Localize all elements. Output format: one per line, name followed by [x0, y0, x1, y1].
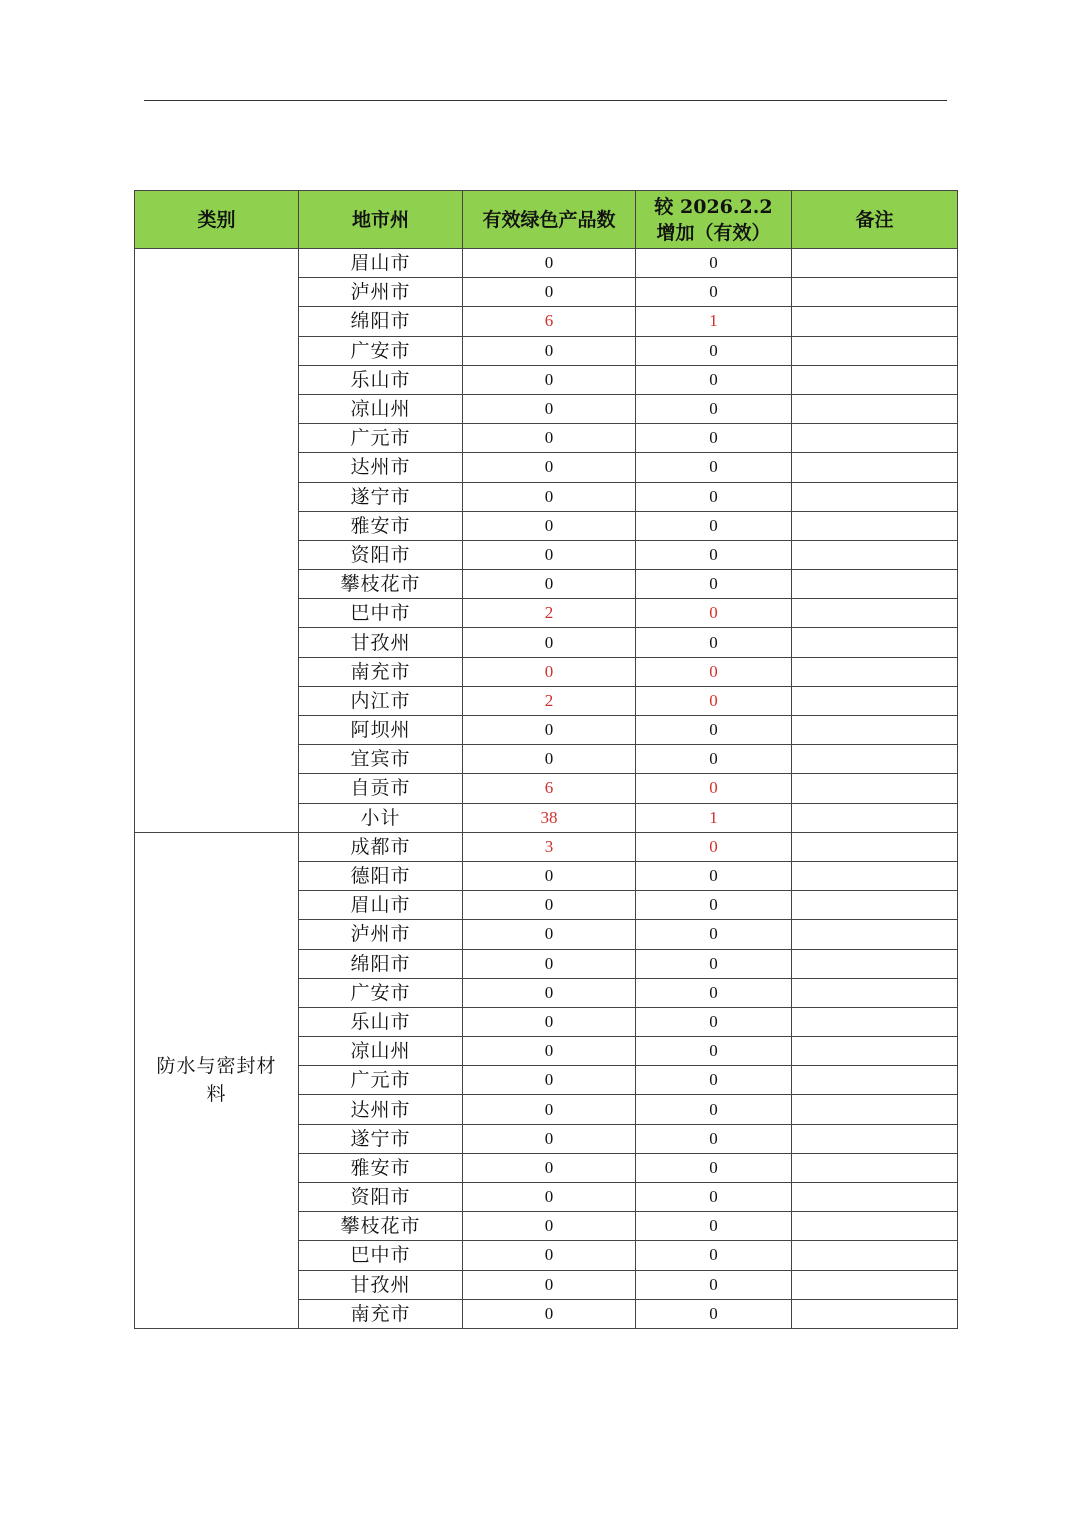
- city-cell: 成都市: [299, 832, 463, 861]
- increase-cell: 0: [636, 745, 792, 774]
- valid-count-cell: 2: [463, 686, 636, 715]
- valid-count-cell: 0: [463, 540, 636, 569]
- increase-cell: 0: [636, 774, 792, 803]
- remarks-cell: [792, 1299, 958, 1328]
- city-cell: 德阳市: [299, 861, 463, 890]
- remarks-cell: [792, 920, 958, 949]
- city-cell: 达州市: [299, 1095, 463, 1124]
- valid-count-cell: 0: [463, 424, 636, 453]
- valid-count-cell: 0: [463, 920, 636, 949]
- valid-count-cell: 0: [463, 1212, 636, 1241]
- valid-count-cell: 0: [463, 482, 636, 511]
- valid-count-cell: 0: [463, 394, 636, 423]
- valid-count-cell: 0: [463, 1270, 636, 1299]
- increase-cell: 0: [636, 949, 792, 978]
- city-cell: 雅安市: [299, 1153, 463, 1182]
- remarks-cell: [792, 1066, 958, 1095]
- city-cell: 泸州市: [299, 920, 463, 949]
- table-header-row: [135, 191, 958, 249]
- city-cell: 攀枝花市: [299, 1212, 463, 1241]
- remarks-cell: [792, 599, 958, 628]
- remarks-cell: [792, 307, 958, 336]
- city-cell: 达州市: [299, 453, 463, 482]
- increase-cell: 1: [636, 307, 792, 336]
- city-cell: 泸州市: [299, 278, 463, 307]
- valid-count-cell: 38: [463, 803, 636, 832]
- remarks-cell: [792, 745, 958, 774]
- header-increase: 较 2026.2.2 增加（有效）: [636, 191, 792, 249]
- city-cell: 广安市: [299, 336, 463, 365]
- top-rule: [144, 100, 947, 101]
- valid-count-cell: 6: [463, 774, 636, 803]
- increase-cell: 0: [636, 482, 792, 511]
- valid-count-cell: 0: [463, 657, 636, 686]
- valid-count-cell: 0: [463, 1007, 636, 1036]
- remarks-cell: [792, 1153, 958, 1182]
- remarks-cell: [792, 394, 958, 423]
- header-city: 地市州: [299, 191, 463, 249]
- table-body: [135, 249, 958, 1329]
- increase-cell: 0: [636, 832, 792, 861]
- city-cell: 广安市: [299, 978, 463, 1007]
- increase-cell: 0: [636, 657, 792, 686]
- increase-cell: 0: [636, 891, 792, 920]
- valid-count-cell: 0: [463, 1037, 636, 1066]
- city-cell: 绵阳市: [299, 307, 463, 336]
- remarks-cell: [792, 511, 958, 540]
- increase-cell: 0: [636, 540, 792, 569]
- city-cell: 阿坝州: [299, 716, 463, 745]
- increase-cell: 0: [636, 1007, 792, 1036]
- increase-cell: 0: [636, 570, 792, 599]
- remarks-cell: [792, 1007, 958, 1036]
- remarks-cell: [792, 832, 958, 861]
- remarks-cell: [792, 365, 958, 394]
- city-cell: 凉山州: [299, 394, 463, 423]
- valid-count-cell: 0: [463, 628, 636, 657]
- increase-cell: 0: [636, 920, 792, 949]
- increase-cell: 0: [636, 1270, 792, 1299]
- table-row: [135, 832, 958, 861]
- city-cell: 遂宁市: [299, 1124, 463, 1153]
- city-cell: 遂宁市: [299, 482, 463, 511]
- valid-count-cell: 0: [463, 891, 636, 920]
- increase-cell: 0: [636, 336, 792, 365]
- increase-cell: 0: [636, 394, 792, 423]
- increase-cell: 0: [636, 1037, 792, 1066]
- city-cell: 小计: [299, 803, 463, 832]
- category-cell: [135, 249, 299, 833]
- remarks-cell: [792, 949, 958, 978]
- remarks-cell: [792, 1183, 958, 1212]
- city-cell: 眉山市: [299, 891, 463, 920]
- valid-count-cell: 0: [463, 1095, 636, 1124]
- valid-count-cell: 2: [463, 599, 636, 628]
- remarks-cell: [792, 1124, 958, 1153]
- valid-count-cell: 0: [463, 453, 636, 482]
- remarks-cell: [792, 424, 958, 453]
- increase-cell: 0: [636, 978, 792, 1007]
- remarks-cell: [792, 686, 958, 715]
- city-cell: 自贡市: [299, 774, 463, 803]
- increase-cell: 0: [636, 453, 792, 482]
- increase-cell: 0: [636, 1095, 792, 1124]
- city-cell: 凉山州: [299, 1037, 463, 1066]
- valid-count-cell: 0: [463, 1153, 636, 1182]
- green-product-table: [134, 190, 958, 1329]
- city-cell: 广元市: [299, 1066, 463, 1095]
- remarks-cell: [792, 891, 958, 920]
- increase-cell: 0: [636, 1066, 792, 1095]
- remarks-cell: [792, 978, 958, 1007]
- city-cell: 南充市: [299, 657, 463, 686]
- increase-cell: 0: [636, 1212, 792, 1241]
- valid-count-cell: 0: [463, 716, 636, 745]
- valid-count-cell: 0: [463, 1066, 636, 1095]
- remarks-cell: [792, 336, 958, 365]
- valid-count-cell: 0: [463, 570, 636, 599]
- city-cell: 攀枝花市: [299, 570, 463, 599]
- header-remarks: 备注: [792, 191, 958, 249]
- remarks-cell: [792, 803, 958, 832]
- increase-cell: 0: [636, 365, 792, 394]
- valid-count-cell: 0: [463, 1241, 636, 1270]
- increase-cell: 0: [636, 1153, 792, 1182]
- valid-count-cell: 0: [463, 949, 636, 978]
- city-cell: 资阳市: [299, 540, 463, 569]
- city-cell: 雅安市: [299, 511, 463, 540]
- remarks-cell: [792, 570, 958, 599]
- remarks-cell: [792, 1095, 958, 1124]
- remarks-cell: [792, 540, 958, 569]
- city-cell: 绵阳市: [299, 949, 463, 978]
- remarks-cell: [792, 861, 958, 890]
- table-row: [135, 249, 958, 278]
- valid-count-cell: 0: [463, 249, 636, 278]
- category-cell: 防水与密封材料: [135, 832, 299, 1328]
- city-cell: 眉山市: [299, 249, 463, 278]
- remarks-cell: [792, 1212, 958, 1241]
- valid-count-cell: 3: [463, 832, 636, 861]
- header-valid-count: 有效绿色产品数: [463, 191, 636, 249]
- city-cell: 巴中市: [299, 1241, 463, 1270]
- remarks-cell: [792, 1270, 958, 1299]
- remarks-cell: [792, 716, 958, 745]
- city-cell: 巴中市: [299, 599, 463, 628]
- remarks-cell: [792, 249, 958, 278]
- city-cell: 甘孜州: [299, 1270, 463, 1299]
- increase-cell: 0: [636, 249, 792, 278]
- valid-count-cell: 0: [463, 365, 636, 394]
- remarks-cell: [792, 453, 958, 482]
- city-cell: 宜宾市: [299, 745, 463, 774]
- increase-cell: 0: [636, 1299, 792, 1328]
- city-cell: 南充市: [299, 1299, 463, 1328]
- city-cell: 资阳市: [299, 1183, 463, 1212]
- remarks-cell: [792, 774, 958, 803]
- increase-cell: 0: [636, 861, 792, 890]
- increase-cell: 0: [636, 424, 792, 453]
- remarks-cell: [792, 1037, 958, 1066]
- valid-count-cell: 0: [463, 1124, 636, 1153]
- valid-count-cell: 0: [463, 1183, 636, 1212]
- increase-cell: 0: [636, 1183, 792, 1212]
- valid-count-cell: 0: [463, 336, 636, 365]
- remarks-cell: [792, 482, 958, 511]
- increase-cell: 1: [636, 803, 792, 832]
- valid-count-cell: 0: [463, 745, 636, 774]
- valid-count-cell: 6: [463, 307, 636, 336]
- increase-cell: 0: [636, 1241, 792, 1270]
- city-cell: 广元市: [299, 424, 463, 453]
- increase-cell: 0: [636, 278, 792, 307]
- city-cell: 乐山市: [299, 365, 463, 394]
- increase-cell: 0: [636, 628, 792, 657]
- increase-cell: 0: [636, 686, 792, 715]
- increase-cell: 0: [636, 1124, 792, 1153]
- remarks-cell: [792, 1241, 958, 1270]
- remarks-cell: [792, 628, 958, 657]
- city-cell: 甘孜州: [299, 628, 463, 657]
- valid-count-cell: 0: [463, 278, 636, 307]
- valid-count-cell: 0: [463, 511, 636, 540]
- remarks-cell: [792, 657, 958, 686]
- increase-cell: 0: [636, 716, 792, 745]
- header-category: 类别: [135, 191, 299, 249]
- valid-count-cell: 0: [463, 1299, 636, 1328]
- remarks-cell: [792, 278, 958, 307]
- city-cell: 乐山市: [299, 1007, 463, 1036]
- valid-count-cell: 0: [463, 861, 636, 890]
- valid-count-cell: 0: [463, 978, 636, 1007]
- increase-cell: 0: [636, 511, 792, 540]
- increase-cell: 0: [636, 599, 792, 628]
- city-cell: 内江市: [299, 686, 463, 715]
